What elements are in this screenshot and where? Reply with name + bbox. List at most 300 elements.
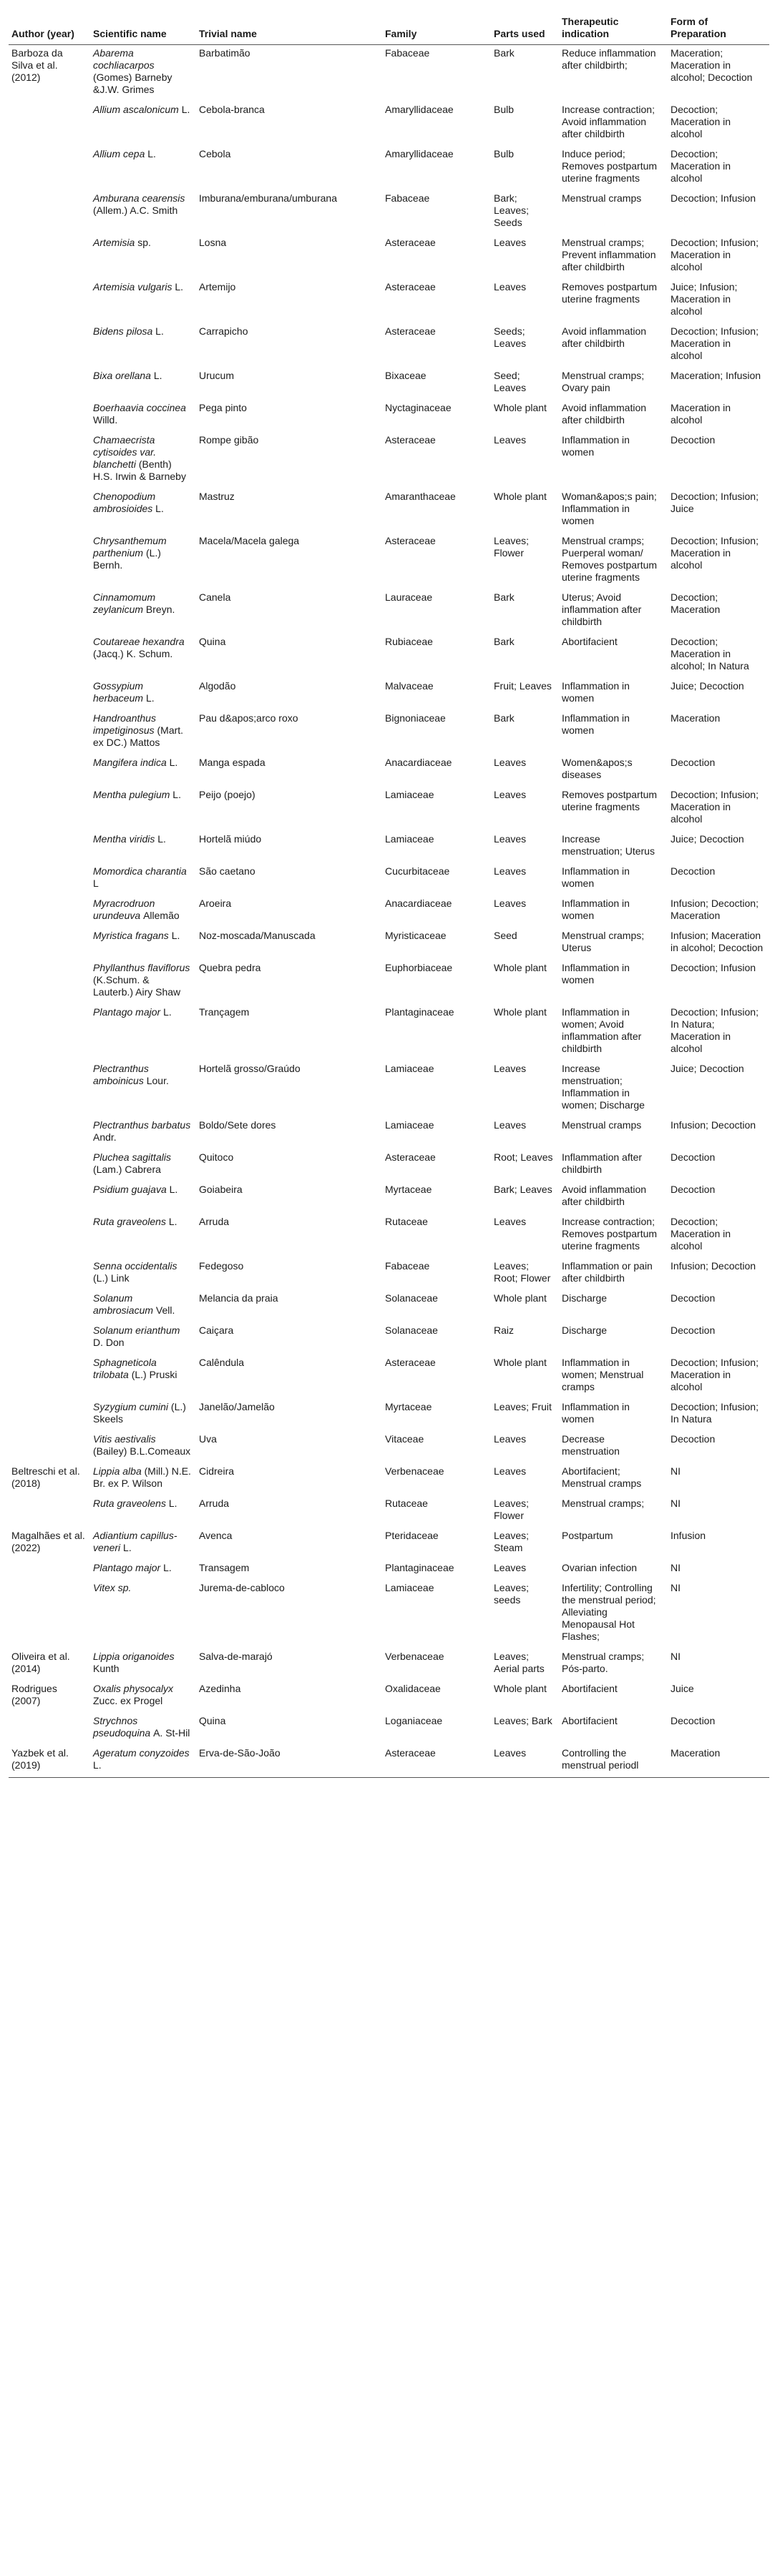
parts-used-cell: Leaves xyxy=(494,757,527,768)
species-name: Mangifera indica xyxy=(93,757,167,768)
scientific-name-cell xyxy=(90,1528,196,1560)
author-cell: Barboza da Silva et al. (2012) xyxy=(11,47,63,83)
trivial-name-cell: Mastruz xyxy=(199,491,235,502)
parts-used-cell: Bark xyxy=(494,712,515,724)
therapeutic-indication-cell: Increase contraction; Avoid inflammation after childbirth xyxy=(562,104,655,139)
species-authority: (L.) Pruski xyxy=(131,1369,177,1380)
family-cell: Malvaceae xyxy=(385,680,434,692)
species-name: Ageratum conyzoides xyxy=(93,1747,190,1759)
species-name: Solanum ambrosiacum xyxy=(93,1292,154,1316)
species-name: Chrysanthemum parthenium xyxy=(93,535,167,559)
therapeutic-indication-cell: Menstrual cramps; Pós-parto. xyxy=(562,1651,645,1674)
trivial-name-cell: Aroeira xyxy=(199,898,232,909)
table-row xyxy=(9,1528,769,1560)
therapeutic-indication-cell: Decrease menstruation xyxy=(562,1433,620,1457)
family-cell: Lamiaceae xyxy=(385,789,434,800)
form-of-preparation-cell: Decoction; Maceration in alcohol xyxy=(671,148,731,184)
author-cell xyxy=(9,533,90,589)
scientific-name-cell xyxy=(90,1149,196,1181)
therapeutic-indication-cell: Menstrual cramps; xyxy=(562,1498,645,1509)
header-family: Family xyxy=(382,13,491,45)
trivial-name-cell: Urucum xyxy=(199,370,235,381)
species-name: Lippia alba xyxy=(93,1465,142,1477)
family-cell: Asteraceae xyxy=(385,325,436,337)
author-cell xyxy=(9,895,90,928)
plants-table xyxy=(9,13,769,1778)
scientific-name-cell xyxy=(90,754,196,787)
table-row xyxy=(9,190,769,235)
form-of-preparation-cell: Juice; Decoction xyxy=(671,1063,744,1074)
table-row xyxy=(9,1149,769,1181)
scientific-name-cell xyxy=(90,1399,196,1431)
family-cell: Plantaginaceae xyxy=(385,1006,454,1018)
species-authority: L. xyxy=(153,370,162,381)
family-cell: Anacardiaceae xyxy=(385,757,452,768)
parts-used-cell: Whole plant xyxy=(494,1357,547,1368)
header-therapeutic-indication: Therapeutic indication xyxy=(559,13,668,45)
therapeutic-indication-cell: Menstrual cramps; Puerperal woman/ Removes postpartum uterine fragments xyxy=(562,535,658,583)
table-row xyxy=(9,863,769,895)
author-cell xyxy=(9,754,90,787)
species-name: Plantago major xyxy=(93,1562,161,1573)
parts-used-cell: Leaves xyxy=(494,1562,527,1573)
therapeutic-indication-cell: Uterus; Avoid inflammation after childbirth xyxy=(562,591,642,627)
author-cell xyxy=(9,488,90,533)
family-cell: Solanaceae xyxy=(385,1292,438,1304)
form-of-preparation-cell: Infusion; Decoction xyxy=(671,1119,756,1131)
header-scientific-name: Scientific name xyxy=(90,13,196,45)
author-cell xyxy=(9,1560,90,1580)
parts-used-cell: Root; Leaves xyxy=(494,1151,553,1163)
species-authority: L. xyxy=(169,1184,178,1195)
therapeutic-indication-cell: Woman&apos;s pain; Inflammation in women xyxy=(562,491,657,526)
trivial-name-cell: Trançagem xyxy=(199,1006,250,1018)
species-authority: (Gomes) Barneby &J.W. Grimes xyxy=(93,72,172,95)
therapeutic-indication-cell: Inflammation or pain after childbirth xyxy=(562,1260,653,1284)
author-cell xyxy=(9,1355,90,1399)
author-cell xyxy=(9,1258,90,1290)
form-of-preparation-cell: Decoction; Infusion; Juice xyxy=(671,491,759,514)
author-cell: Beltreschi et al. (2018) xyxy=(11,1465,80,1489)
species-authority: L. xyxy=(163,1562,172,1573)
author-cell xyxy=(9,1290,90,1322)
scientific-name-cell xyxy=(90,1322,196,1355)
species-name: Bidens pilosa xyxy=(93,325,153,337)
table-body xyxy=(9,45,769,1778)
species-name: Senna occidentalis xyxy=(93,1260,177,1272)
species-name: Coutareae hexandra xyxy=(93,636,185,647)
family-cell: Anacardiaceae xyxy=(385,898,452,909)
species-authority: L. xyxy=(171,930,180,941)
form-of-preparation-cell: Decoction; Infusion; Maceration in alcohol xyxy=(671,237,759,272)
species-name: Lippia origanoides xyxy=(93,1651,175,1662)
author-cell xyxy=(9,1713,90,1745)
table-row xyxy=(9,1214,769,1258)
form-of-preparation-cell: NI xyxy=(671,1582,681,1593)
trivial-name-cell: Quitoco xyxy=(199,1151,234,1163)
parts-used-cell: Bulb xyxy=(494,104,515,115)
scientific-name-cell xyxy=(90,190,196,235)
species-name: Ruta graveolens xyxy=(93,1498,166,1509)
scientific-name-cell xyxy=(90,787,196,831)
form-of-preparation-cell: Decoction xyxy=(671,1715,716,1726)
form-of-preparation-cell: Decoction; Infusion; In Natura; Maceration in alcohol xyxy=(671,1006,759,1054)
parts-used-cell: Raiz xyxy=(494,1324,515,1336)
form-of-preparation-cell: Decoction xyxy=(671,865,716,877)
table-row xyxy=(9,710,769,754)
form-of-preparation-cell: Decoction; Infusion; Maceration in alcohol xyxy=(671,325,759,361)
scientific-name-cell xyxy=(90,235,196,279)
trivial-name-cell: Arruda xyxy=(199,1216,230,1227)
species-authority: L. xyxy=(123,1542,132,1553)
species-authority: (L.) Skeels xyxy=(93,1401,186,1425)
species-authority: D. Don xyxy=(93,1337,125,1348)
family-cell: Amaranthaceae xyxy=(385,491,456,502)
therapeutic-indication-cell: Inflammation in women xyxy=(562,898,630,921)
form-of-preparation-cell: Decoction; Infusion; Maceration in alcohol xyxy=(671,789,759,825)
parts-used-cell: Seeds; Leaves xyxy=(494,325,527,349)
species-name: Myristica fragans xyxy=(93,930,169,941)
trivial-name-cell: Algodão xyxy=(199,680,236,692)
family-cell: Bixaceae xyxy=(385,370,427,381)
table-row xyxy=(9,1681,769,1713)
family-cell: Asteraceae xyxy=(385,237,436,248)
trivial-name-cell: Cebola-branca xyxy=(199,104,265,115)
species-authority: sp. xyxy=(137,237,151,248)
trivial-name-cell: Quebra pedra xyxy=(199,962,261,973)
species-name: Plectranthus amboinicus xyxy=(93,1063,149,1086)
family-cell: Lauraceae xyxy=(385,591,433,603)
trivial-name-cell: Hortelã grosso/Graúdo xyxy=(199,1063,301,1074)
header-form-of-preparation: Form of Preparation xyxy=(668,13,769,45)
scientific-name-cell xyxy=(90,895,196,928)
parts-used-cell: Leaves xyxy=(494,898,527,909)
family-cell: Fabaceae xyxy=(385,1260,430,1272)
scientific-name-cell xyxy=(90,1463,196,1495)
trivial-name-cell: Canela xyxy=(199,591,231,603)
species-authority: Andr. xyxy=(93,1131,117,1143)
scientific-name-cell xyxy=(90,1431,196,1463)
therapeutic-indication-cell: Menstrual cramps; Uterus xyxy=(562,930,645,953)
author-cell xyxy=(9,1214,90,1258)
trivial-name-cell: Macela/Macela galega xyxy=(199,535,300,546)
parts-used-cell: Bark; Leaves xyxy=(494,1184,552,1195)
form-of-preparation-cell: Infusion; Decoction; Maceration xyxy=(671,898,759,921)
species-authority: Willd. xyxy=(93,414,118,426)
table-row xyxy=(9,1745,769,1778)
table-row xyxy=(9,1258,769,1290)
form-of-preparation-cell: Juice; Decoction xyxy=(671,833,744,845)
therapeutic-indication-cell: Inflammation in women xyxy=(562,712,630,736)
parts-used-cell: Leaves xyxy=(494,1433,527,1445)
trivial-name-cell: Noz-moscada/Manuscada xyxy=(199,930,316,941)
family-cell: Rutaceae xyxy=(385,1216,428,1227)
therapeutic-indication-cell: Avoid inflammation after childbirth xyxy=(562,1184,647,1207)
therapeutic-indication-cell: Increase menstruation; Inflammation in women; Discharge xyxy=(562,1063,645,1111)
family-cell: Bignoniaceae xyxy=(385,712,446,724)
scientific-name-cell xyxy=(90,1495,196,1528)
parts-used-cell: Whole plant xyxy=(494,1006,547,1018)
scientific-name-cell xyxy=(90,323,196,368)
parts-used-cell: Bark; Leaves; Seeds xyxy=(494,192,530,228)
trivial-name-cell: Pega pinto xyxy=(199,402,247,413)
family-cell: Rubiaceae xyxy=(385,636,433,647)
table-row xyxy=(9,754,769,787)
trivial-name-cell: Peijo (poejo) xyxy=(199,789,255,800)
author-cell xyxy=(9,1580,90,1648)
table-row xyxy=(9,1495,769,1528)
header-author: Author (year) xyxy=(9,13,90,45)
family-cell: Lamiaceae xyxy=(385,833,434,845)
therapeutic-indication-cell: Menstrual cramps xyxy=(562,1119,642,1131)
species-authority: L. xyxy=(155,503,164,514)
parts-used-cell: Bark xyxy=(494,47,515,59)
form-of-preparation-cell: Decoction; Maceration xyxy=(671,591,721,615)
trivial-name-cell: Imburana/emburana/umburana xyxy=(199,192,338,204)
species-name: Gossypium herbaceum xyxy=(93,680,144,704)
table-row xyxy=(9,678,769,710)
therapeutic-indication-cell: Menstrual cramps; Ovary pain xyxy=(562,370,645,393)
parts-used-cell: Whole plant xyxy=(494,1292,547,1304)
species-name: Chamaecrista cytisoides var. blanchetti xyxy=(93,434,157,470)
species-authority: (Mill.) N.E. Br. ex P. Wilson xyxy=(93,1465,191,1489)
author-cell xyxy=(9,323,90,368)
form-of-preparation-cell: Decoction; Maceration in alcohol; In Natura xyxy=(671,636,749,672)
parts-used-cell: Seed; Leaves xyxy=(494,370,527,393)
parts-used-cell: Whole plant xyxy=(494,1683,547,1694)
parts-used-cell: Whole plant xyxy=(494,402,547,413)
scientific-name-cell xyxy=(90,1681,196,1713)
table-row xyxy=(9,1290,769,1322)
parts-used-cell: Leaves xyxy=(494,1063,527,1074)
parts-used-cell: Leaves xyxy=(491,1745,559,1778)
author-cell xyxy=(9,928,90,960)
header-trivial-name: Trivial name xyxy=(196,13,382,45)
species-authority: L. xyxy=(163,1006,172,1018)
scientific-name-cell xyxy=(90,710,196,754)
species-authority: L. xyxy=(93,1759,102,1771)
form-of-preparation-cell: Juice; Decoction xyxy=(671,680,744,692)
family-cell: Nyctaginaceae xyxy=(385,402,452,413)
family-cell: Pteridaceae xyxy=(385,1530,439,1541)
species-authority: L. xyxy=(157,833,166,845)
trivial-name-cell: Erva-de-São-João xyxy=(196,1745,382,1778)
author-cell xyxy=(9,960,90,1004)
family-cell: Myrtaceae xyxy=(385,1401,432,1412)
table-row xyxy=(9,323,769,368)
author-cell xyxy=(9,1117,90,1149)
form-of-preparation-cell: Maceration in alcohol xyxy=(671,402,731,426)
therapeutic-indication-cell: Removes postpartum uterine fragments xyxy=(562,281,658,305)
species-authority: L. xyxy=(181,104,190,115)
species-authority: (K.Schum. & Lauterb.) Airy Shaw xyxy=(93,974,181,998)
species-authority: (Lam.) Cabrera xyxy=(93,1164,161,1175)
species-name: Handroanthus impetiginosus xyxy=(93,712,156,736)
trivial-name-cell: Quina xyxy=(199,636,226,647)
species-authority: Lour. xyxy=(146,1075,169,1086)
family-cell: Verbenaceae xyxy=(385,1651,444,1662)
form-of-preparation-cell: Infusion; Maceration in alcohol; Decoction xyxy=(671,930,764,953)
species-authority: Vell. xyxy=(155,1304,175,1316)
scientific-name-cell xyxy=(90,1560,196,1580)
scientific-name-cell xyxy=(90,533,196,589)
table-row xyxy=(9,1181,769,1214)
species-name: Chenopodium ambrosioides xyxy=(93,491,156,514)
species-authority: L. xyxy=(175,281,184,292)
trivial-name-cell: Carrapicho xyxy=(199,325,248,337)
parts-used-cell: Leaves xyxy=(494,237,527,248)
species-name: Myracrodruon urundeuva xyxy=(93,898,155,921)
parts-used-cell: Leaves xyxy=(494,1465,527,1477)
trivial-name-cell: Hortelã miúdo xyxy=(199,833,262,845)
author-cell xyxy=(9,1322,90,1355)
form-of-preparation-cell: Decoction xyxy=(671,1292,716,1304)
trivial-name-cell: Transagem xyxy=(199,1562,250,1573)
species-name: Syzygium cumini xyxy=(93,1401,169,1412)
scientific-name-cell xyxy=(90,146,196,190)
header-row xyxy=(9,13,769,45)
table-row xyxy=(9,589,769,634)
trivial-name-cell: Goiabeira xyxy=(199,1184,243,1195)
therapeutic-indication-cell: Inflammation in women xyxy=(562,865,630,889)
scientific-name-cell xyxy=(90,400,196,432)
author-cell xyxy=(9,863,90,895)
form-of-preparation-cell: Infusion xyxy=(671,1530,706,1541)
family-cell: Lamiaceae xyxy=(385,1119,434,1131)
family-cell: Lamiaceae xyxy=(385,1582,434,1593)
parts-used-cell: Leaves; Aerial parts xyxy=(494,1651,545,1674)
trivial-name-cell: Caiçara xyxy=(199,1324,234,1336)
species-authority: L. xyxy=(172,789,181,800)
author-cell xyxy=(9,235,90,279)
family-cell: Cucurbitaceae xyxy=(385,865,450,877)
family-cell: Lamiaceae xyxy=(385,1063,434,1074)
trivial-name-cell: Boldo/Sete dores xyxy=(199,1119,276,1131)
scientific-name-cell xyxy=(90,928,196,960)
species-name: Cinnamomum zeylanicum xyxy=(93,591,156,615)
family-cell: Asteraceae xyxy=(382,1745,491,1778)
parts-used-cell: Leaves xyxy=(494,833,527,845)
parts-used-cell: Whole plant xyxy=(494,962,547,973)
family-cell: Euphorbiaceae xyxy=(385,962,453,973)
author-cell xyxy=(9,1181,90,1214)
author-cell xyxy=(9,368,90,400)
author-cell xyxy=(9,589,90,634)
therapeutic-indication-cell: Menstrual cramps; Prevent inflammation after childbirth xyxy=(562,237,656,272)
form-of-preparation-cell: Maceration; Infusion xyxy=(671,370,761,381)
species-name: Plantago major xyxy=(93,1006,161,1018)
table-row xyxy=(9,634,769,678)
form-of-preparation-cell: Maceration; Maceration in alcohol; Decoction xyxy=(671,47,753,83)
species-authority: Kunth xyxy=(93,1663,120,1674)
family-cell: Amaryllidaceae xyxy=(385,104,454,115)
scientific-name-cell xyxy=(90,488,196,533)
parts-used-cell: Leaves xyxy=(494,865,527,877)
parts-used-cell: Leaves; seeds xyxy=(494,1582,530,1606)
therapeutic-indication-cell: Avoid inflammation after childbirth xyxy=(562,402,647,426)
parts-used-cell: Leaves xyxy=(494,789,527,800)
trivial-name-cell: Salva-de-marajó xyxy=(199,1651,273,1662)
trivial-name-cell: Cebola xyxy=(199,148,231,159)
trivial-name-cell: Fedegoso xyxy=(199,1260,244,1272)
therapeutic-indication-cell: Inflammation in women xyxy=(562,680,630,704)
table-row xyxy=(9,279,769,323)
form-of-preparation-cell: NI xyxy=(671,1562,681,1573)
family-cell: Myristicaceae xyxy=(385,930,447,941)
scientific-name-cell xyxy=(90,831,196,863)
family-cell: Loganiaceae xyxy=(385,1715,443,1726)
author-cell xyxy=(9,710,90,754)
species-authority: Zucc. ex Progel xyxy=(93,1695,163,1706)
scientific-name-cell xyxy=(90,1117,196,1149)
species-authority: L. xyxy=(168,1216,177,1227)
scientific-name-cell xyxy=(90,1580,196,1648)
author-cell xyxy=(9,432,90,488)
species-authority: (Bailey) B.L.Comeaux xyxy=(93,1445,191,1457)
species-name: Mentha pulegium xyxy=(93,789,170,800)
table-row xyxy=(9,1431,769,1463)
form-of-preparation-cell: Juice; Infusion; Maceration in alcohol xyxy=(671,281,738,317)
species-authority: A. St-Hil xyxy=(153,1727,190,1739)
form-of-preparation-cell: NI xyxy=(671,1465,681,1477)
parts-used-cell: Leaves; Flower xyxy=(494,535,530,559)
trivial-name-cell: Cidreira xyxy=(199,1465,235,1477)
therapeutic-indication-cell: Inflammation after childbirth xyxy=(562,1151,643,1175)
author-cell xyxy=(9,190,90,235)
author-cell xyxy=(9,787,90,831)
scientific-name-cell xyxy=(90,1713,196,1745)
author-cell xyxy=(9,1495,90,1528)
parts-used-cell: Bark xyxy=(494,636,515,647)
therapeutic-indication-cell: Abortifacient xyxy=(562,1683,618,1694)
trivial-name-cell: Rompe gibão xyxy=(199,434,259,446)
scientific-name-cell xyxy=(90,1290,196,1322)
author-cell xyxy=(9,1399,90,1431)
trivial-name-cell: Calêndula xyxy=(199,1357,245,1368)
scientific-name-cell xyxy=(90,45,196,102)
therapeutic-indication-cell: Controlling the menstrual periodl xyxy=(559,1745,668,1778)
family-cell: Fabaceae xyxy=(385,47,430,59)
parts-used-cell: Leaves xyxy=(494,1119,527,1131)
parts-used-cell: Leaves; Bark xyxy=(494,1715,552,1726)
species-authority: (L.) Link xyxy=(93,1272,130,1284)
author-cell xyxy=(9,678,90,710)
scientific-name-cell xyxy=(90,102,196,146)
scientific-name-cell xyxy=(90,1004,196,1061)
species-authority: (Benth) H.S. Irwin & Barneby xyxy=(93,458,186,482)
species-name: Artemisia vulgaris xyxy=(93,281,172,292)
scientific-name-cell xyxy=(90,863,196,895)
therapeutic-indication-cell: Removes postpartum uterine fragments xyxy=(562,789,658,812)
trivial-name-cell: Jurema-de-cabloco xyxy=(199,1582,285,1593)
scientific-name-cell xyxy=(90,678,196,710)
table-row xyxy=(9,102,769,146)
author-cell: Rodrigues (2007) xyxy=(11,1683,57,1706)
trivial-name-cell: Losna xyxy=(199,237,227,248)
species-authority: (Jacq.) K. Schum. xyxy=(93,648,173,659)
species-name: Adiantium capillus-veneri xyxy=(93,1530,177,1553)
species-authority: Breyn. xyxy=(145,604,175,615)
author-cell xyxy=(9,831,90,863)
table-row xyxy=(9,1580,769,1648)
form-of-preparation-cell: Decoction xyxy=(671,1324,716,1336)
therapeutic-indication-cell: Inflammation in women xyxy=(562,434,630,458)
form-of-preparation-cell: Decoction; Maceration in alcohol xyxy=(671,1216,731,1252)
table-row xyxy=(9,1061,769,1117)
species-name: Vitex sp. xyxy=(93,1582,132,1593)
species-name: Abarema cochliacarpos xyxy=(93,47,155,71)
scientific-name-cell xyxy=(90,1061,196,1117)
